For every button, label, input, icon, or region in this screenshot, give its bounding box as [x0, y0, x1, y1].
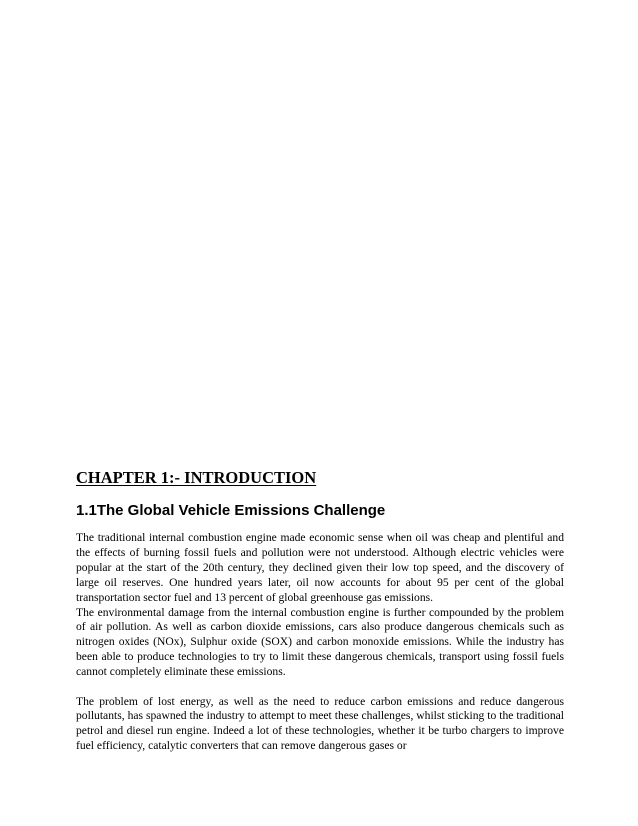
page-content	[76, 468, 564, 754]
paragraph-fossil-fuels: The traditional internal combustion engine made economic sense when oil was cheap and plentiful and the effects of burning fossil fuels and pollution were not understood. Although electric vehicles were popular at the start of the 20th century, they declined given their low top speed, and the discovery of large oil reserves. One hundred years later, oil now accounts for about 95 per cent of the global transportation sector fuel and 13 percent of global greenhouse gas emissions.	[76, 531, 564, 604]
paragraph-lost-energy: The problem of lost energy, as well as the need to reduce carbon emissions and reduce dangerous pollutants, has spawned the industry to attempt to meet these challenges, whilst sticking to the traditional petrol and diesel run engine. Indeed a lot of these technologies, whether it be turbo chargers to improve fuel efficiency, catalytic converters that can remove dangerous gases or	[76, 694, 564, 753]
paragraph-air-pollution: The environmental damage from the internal combustion engine is further compounded by the problem of air pollution. As well as carbon dioxide emissions, cars also produce dangerous chemicals such as nitrogen oxides (NOx), Sulphur oxide (SOX) and carbon monoxide emissions. While the industry has been able to produce technologies to try to limit these dangerous chemicals, transport using fossil fuels cannot completely eliminate these emissions.	[76, 605, 564, 679]
chapter-title: CHAPTER 1:- INTRODUCTION	[76, 468, 317, 487]
section-heading: 1.1The Global Vehicle Emissions Challenge	[76, 502, 386, 519]
